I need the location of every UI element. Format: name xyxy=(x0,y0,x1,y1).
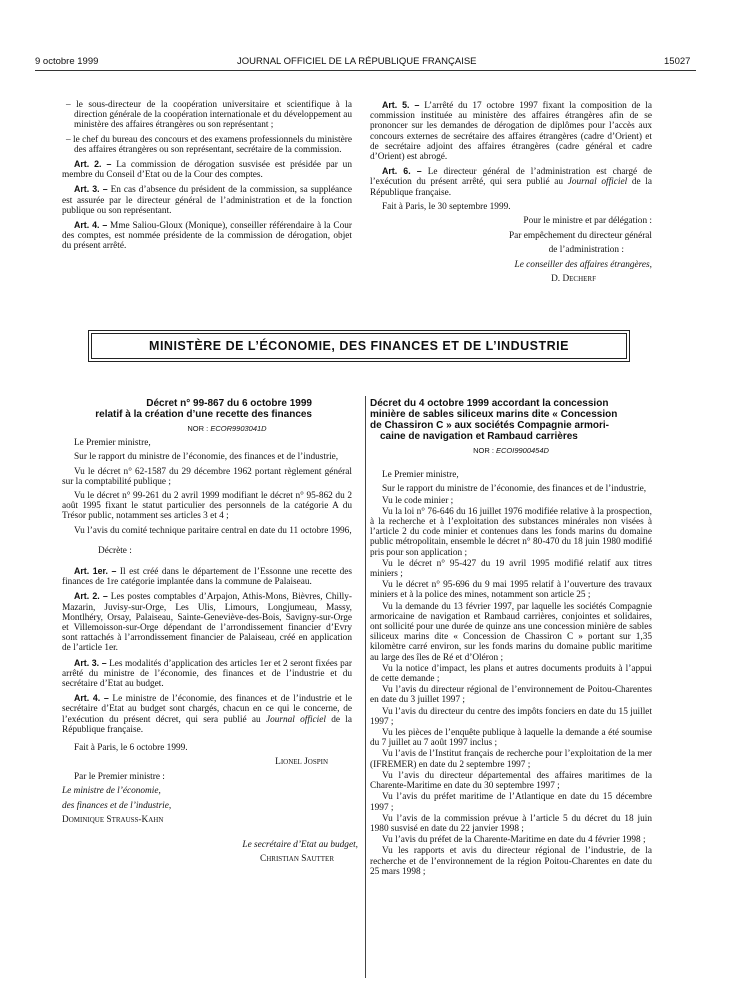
nor-reference: NOR : ECOR9903041D xyxy=(187,424,267,433)
article-label: Art. 3. – xyxy=(74,657,107,668)
signature-title: des finances et de l’industrie, xyxy=(62,800,172,811)
header-page-number: 15027 xyxy=(664,56,691,67)
article-4 xyxy=(62,220,352,252)
visa-line: Sur le rapport du ministre de l’économie, des finances et de l’industrie, xyxy=(74,452,339,463)
article-text: Le directeur général de l’administration est chargé de l’exécution du présent arrêté, qui sera publié au xyxy=(370,167,652,188)
signature-line: Par le Premier ministre : xyxy=(74,771,165,782)
nor-reference: NOR : ECOI9900454D xyxy=(473,446,549,455)
article-text: de la République française. xyxy=(62,714,352,735)
article-text: Mme Saliou-Gloux (Monique), conseiller référendaire à la Cour des comptes, est nommée présidente de la commission de dérogation, objet du présent arrêté. xyxy=(62,221,352,252)
visa-line: Vu le décret n° 99-261 du 2 avril 1999 modifiant le décret n° 95-862 du 2 août 1995 fixant le statut particulier des personnels de la catégorie A du Trésor public, notamment ses articles 3 et 4 ; xyxy=(62,491,352,522)
visa-line: Vu le code minier ; xyxy=(382,495,454,506)
signature-line: de l’administration : xyxy=(548,245,624,256)
visa-line: Vu le décret n° 95-427 du 19 avril 1995 modifié relatif aux titres miniers ; xyxy=(370,558,652,580)
visa-line: Vu la demande du 13 février 1997, par laquelle les sociétés Compagnie armoricaine de navigation et Rambaud carrières, conjointes et solidaires, ont sollicité pour une durée de quinze ans une concession minière de sables siliceux marins dite « Concession de Chassiron C » portant sur 1,35 kilomètre carré environ, sur les fonds marins du domaine public maritime au large des îles de Ré et d’Oléron ; xyxy=(370,601,652,663)
decree-title: Décret n° 99-867 du 6 octobre 1999 relatif à la création d’une recette des finances xyxy=(95,398,312,420)
article-label: Art. 3. – xyxy=(74,184,108,195)
signatory-name: Dominique Strauss-Kahn xyxy=(62,815,164,826)
decree-title: Décret du 4 octobre 1999 accordant la concession minière de sables siliceux marins dite « Concession de Chassiron C » aux sociétés Compagnie armori- caine de navigation et Rambaud carrières xyxy=(370,398,618,442)
signature-title: Le conseiller des affaires étrangères, xyxy=(514,259,652,270)
visa-line: Vu l’avis du comité technique paritaire central en date du 11 octobre 1996, xyxy=(74,525,352,536)
decrete-heading: Décrète : xyxy=(98,545,132,556)
article-3 xyxy=(62,184,352,216)
article-6 xyxy=(370,166,652,198)
header-rule xyxy=(35,70,696,71)
header-journal-title: JOURNAL OFFICIEL DE LA RÉPUBLIQUE FRANÇAISE xyxy=(237,56,477,67)
signature-line: Pour le ministre et par délégation : xyxy=(523,216,652,227)
visa-line: Vu le décret n° 62-1587 du 29 décembre 1962 portant règlement général sur la comptabilité publique ; xyxy=(62,466,352,487)
article-text: L’arrêté du 17 octobre 1997 fixant la composition de la commission instituée au ministère des affaires étrangères afin de se prononcer sur les demandes de dérogation de diplômes pour l’accès aux concours externes de secrétaire des affaires étrangères (cadre d’Orient) et de secrétaire adjoint des affaires étrangères (cadre général et cadre d’Orient) est abrogé. xyxy=(370,101,652,163)
top-right-column xyxy=(370,100,652,289)
article-label: Art. 2. – xyxy=(74,591,108,602)
article-text: Les modalités d’application des articles 1er et 2 seront fixées par arrêté du ministre de l’économie, des finances et de l’industrie et du secrétaire d’Etat au budget. xyxy=(62,658,352,690)
visa-line: Vu l’avis du directeur du centre des impôts fonciers en date du 15 juillet 1997 ; xyxy=(370,706,652,727)
visa-line: Vu l’avis du directeur départemental des affaires maritimes de la Charente-Maritime en date du 30 septembre 1997 ; xyxy=(370,770,652,792)
column-rule xyxy=(365,396,366,978)
journal-officiel-ref: Journal officiel xyxy=(265,714,326,725)
nor-code: ECOI9900454D xyxy=(495,446,549,455)
signature-place-date: Fait à Paris, le 6 octobre 1999. xyxy=(74,743,188,754)
article-text: Le ministre de l’économie, des finances et de l’industrie et le secrétaire d’Etat au budget sont chargés, chacun en ce qui le concerne, de l’exécution du présent décret, qui sera publié au xyxy=(62,694,352,725)
article-label: Art. 2. – xyxy=(74,159,112,170)
article-5 xyxy=(370,100,652,162)
visa-line: Vu les rapports et avis du directeur régional de l’industrie, de la recherche et de l’environnement de la région Poitou-Charentes en date du 25 mars 1998 ; xyxy=(370,846,652,877)
top-left-column xyxy=(62,100,352,256)
article-label: Art. 4. – xyxy=(74,220,108,231)
signature-place-date: Fait à Paris, le 30 septembre 1999. xyxy=(382,201,511,212)
article-text: de la République française. xyxy=(370,177,652,198)
signature-title: Le ministre de l’économie, xyxy=(62,786,161,797)
signatory-name: D. Decherf xyxy=(551,274,596,285)
member-item: – le sous-directeur de la coopération universitaire et scientifique à la direction générale de la coopération internationale et du développement au ministère des affaires étrangères ou son représentant ; xyxy=(66,100,352,131)
article-text: En cas d’absence du président de la commission, sa suppléance est assurée par le directeur général de l’administration et de la fonction publique ou son représentant. xyxy=(62,185,352,216)
visa-line: Le Premier ministre, xyxy=(74,438,151,449)
signatory-name: Christian Sautter xyxy=(260,854,334,865)
article-1 xyxy=(62,566,352,587)
visa-line: Vu l’avis du préfet de la Charente-Maritime en date du 4 février 1998 ; xyxy=(382,835,646,846)
signature-title: Le secrétaire d’Etat au budget, xyxy=(242,839,358,850)
page-header xyxy=(0,56,731,70)
article-text: Les postes comptables d’Arpajon, Athis-Mons, Bièvres, Chilly-Mazarin, Juvisy-sur-Orge, Les Ulis, Limours, Longjumeau, Massy, Montlhéry, Orsay, Palaiseau, Sainte-Geneviève-des-Bois, Savigny-sur-Orge et Villemoisson-sur-Orge dépendant de l’arrondissement financier d’Evry sont rattachés à l’arrondissement financier de Palaiseau, créé en application de l’article 1er. xyxy=(62,592,352,654)
journal-officiel-ref: Journal officiel xyxy=(567,177,628,188)
article-4 xyxy=(62,693,352,735)
article-text: Il est créé dans le département de l’Essonne une recette des finances de 1re catégorie implantée dans la commune de Palaiseau. xyxy=(62,567,352,588)
article-3 xyxy=(62,658,352,690)
article-label: Art. 6. – xyxy=(382,166,422,177)
visa-line: Vu la loi n° 76-646 du 16 juillet 1976 modifiée relative à la prospection, à la recherche et à l’exploitation des substances minérales non visées à l’article 2 du code minier et contenues dans les fonds marins du domaine public métropolitain, ensemble le décret n° 80-470 du 18 juin 1980 modifié pris pour son application ; xyxy=(370,506,652,558)
visa-line: Vu la notice d’impact, les plans et autres documents produits à l’appui de cette demande ; xyxy=(370,663,652,685)
member-item: – le chef du bureau des concours et des examens professionnels du ministère des affaires étrangères ou son représentant, secrétaire de la commission. xyxy=(66,134,352,155)
article-label: Art. 4. – xyxy=(74,693,109,704)
signatory-name: Lionel Jospin xyxy=(275,757,328,768)
ministry-banner: MINISTÈRE DE L’ÉCONOMIE, DES FINANCES ET DE L’INDUSTRIE xyxy=(91,333,627,359)
visa-line: Vu les pièces de l’enquête publique à laquelle la demande a été soumise du 7 juillet au 7 août 1997 inclus ; xyxy=(370,728,652,749)
article-label: Art. 5. – xyxy=(382,100,420,110)
article-label: Art. 1er. – xyxy=(74,566,117,577)
visa-line: Sur le rapport du ministre de l’économie, des finances et de l’industrie, xyxy=(382,484,647,495)
visa-line: Vu l’avis de la commission prévue à l’article 5 du décret du 18 juin 1980 susvisé en date du 22 janvier 1998 ; xyxy=(370,813,652,834)
nor-code: ECOR9903041D xyxy=(210,424,267,433)
article-2 xyxy=(62,159,352,180)
visa-line: Vu le décret n° 95-696 du 9 mai 1995 relatif à l’ouverture des travaux miniers et à la police des mines, notamment son article 25 ; xyxy=(370,580,652,601)
visa-line: Vu l’avis du préfet maritime de l’Atlantique en date du 15 décembre 1997 ; xyxy=(370,792,652,813)
article-2 xyxy=(62,591,352,653)
visa-line: Vu l’avis de l’Institut français de recherche pour l’exploitation de la mer (IFREMER) en date du 2 septembre 1997 ; xyxy=(370,749,652,770)
visa-line: Vu l’avis du directeur régional de l’environnement de Poitou-Charentes en date du 3 juillet 1997 ; xyxy=(370,685,652,706)
right-decree xyxy=(370,398,652,878)
article-text: La commission de dérogation susvisée est présidée par un membre du Conseil d’Etat ou de la Cour des comptes. xyxy=(62,160,352,181)
visa-line: Le Premier ministre, xyxy=(382,470,459,481)
left-decree xyxy=(62,398,358,869)
header-date: 9 octobre 1999 xyxy=(35,56,99,67)
signature-line: Par empêchement du directeur général xyxy=(509,230,652,241)
